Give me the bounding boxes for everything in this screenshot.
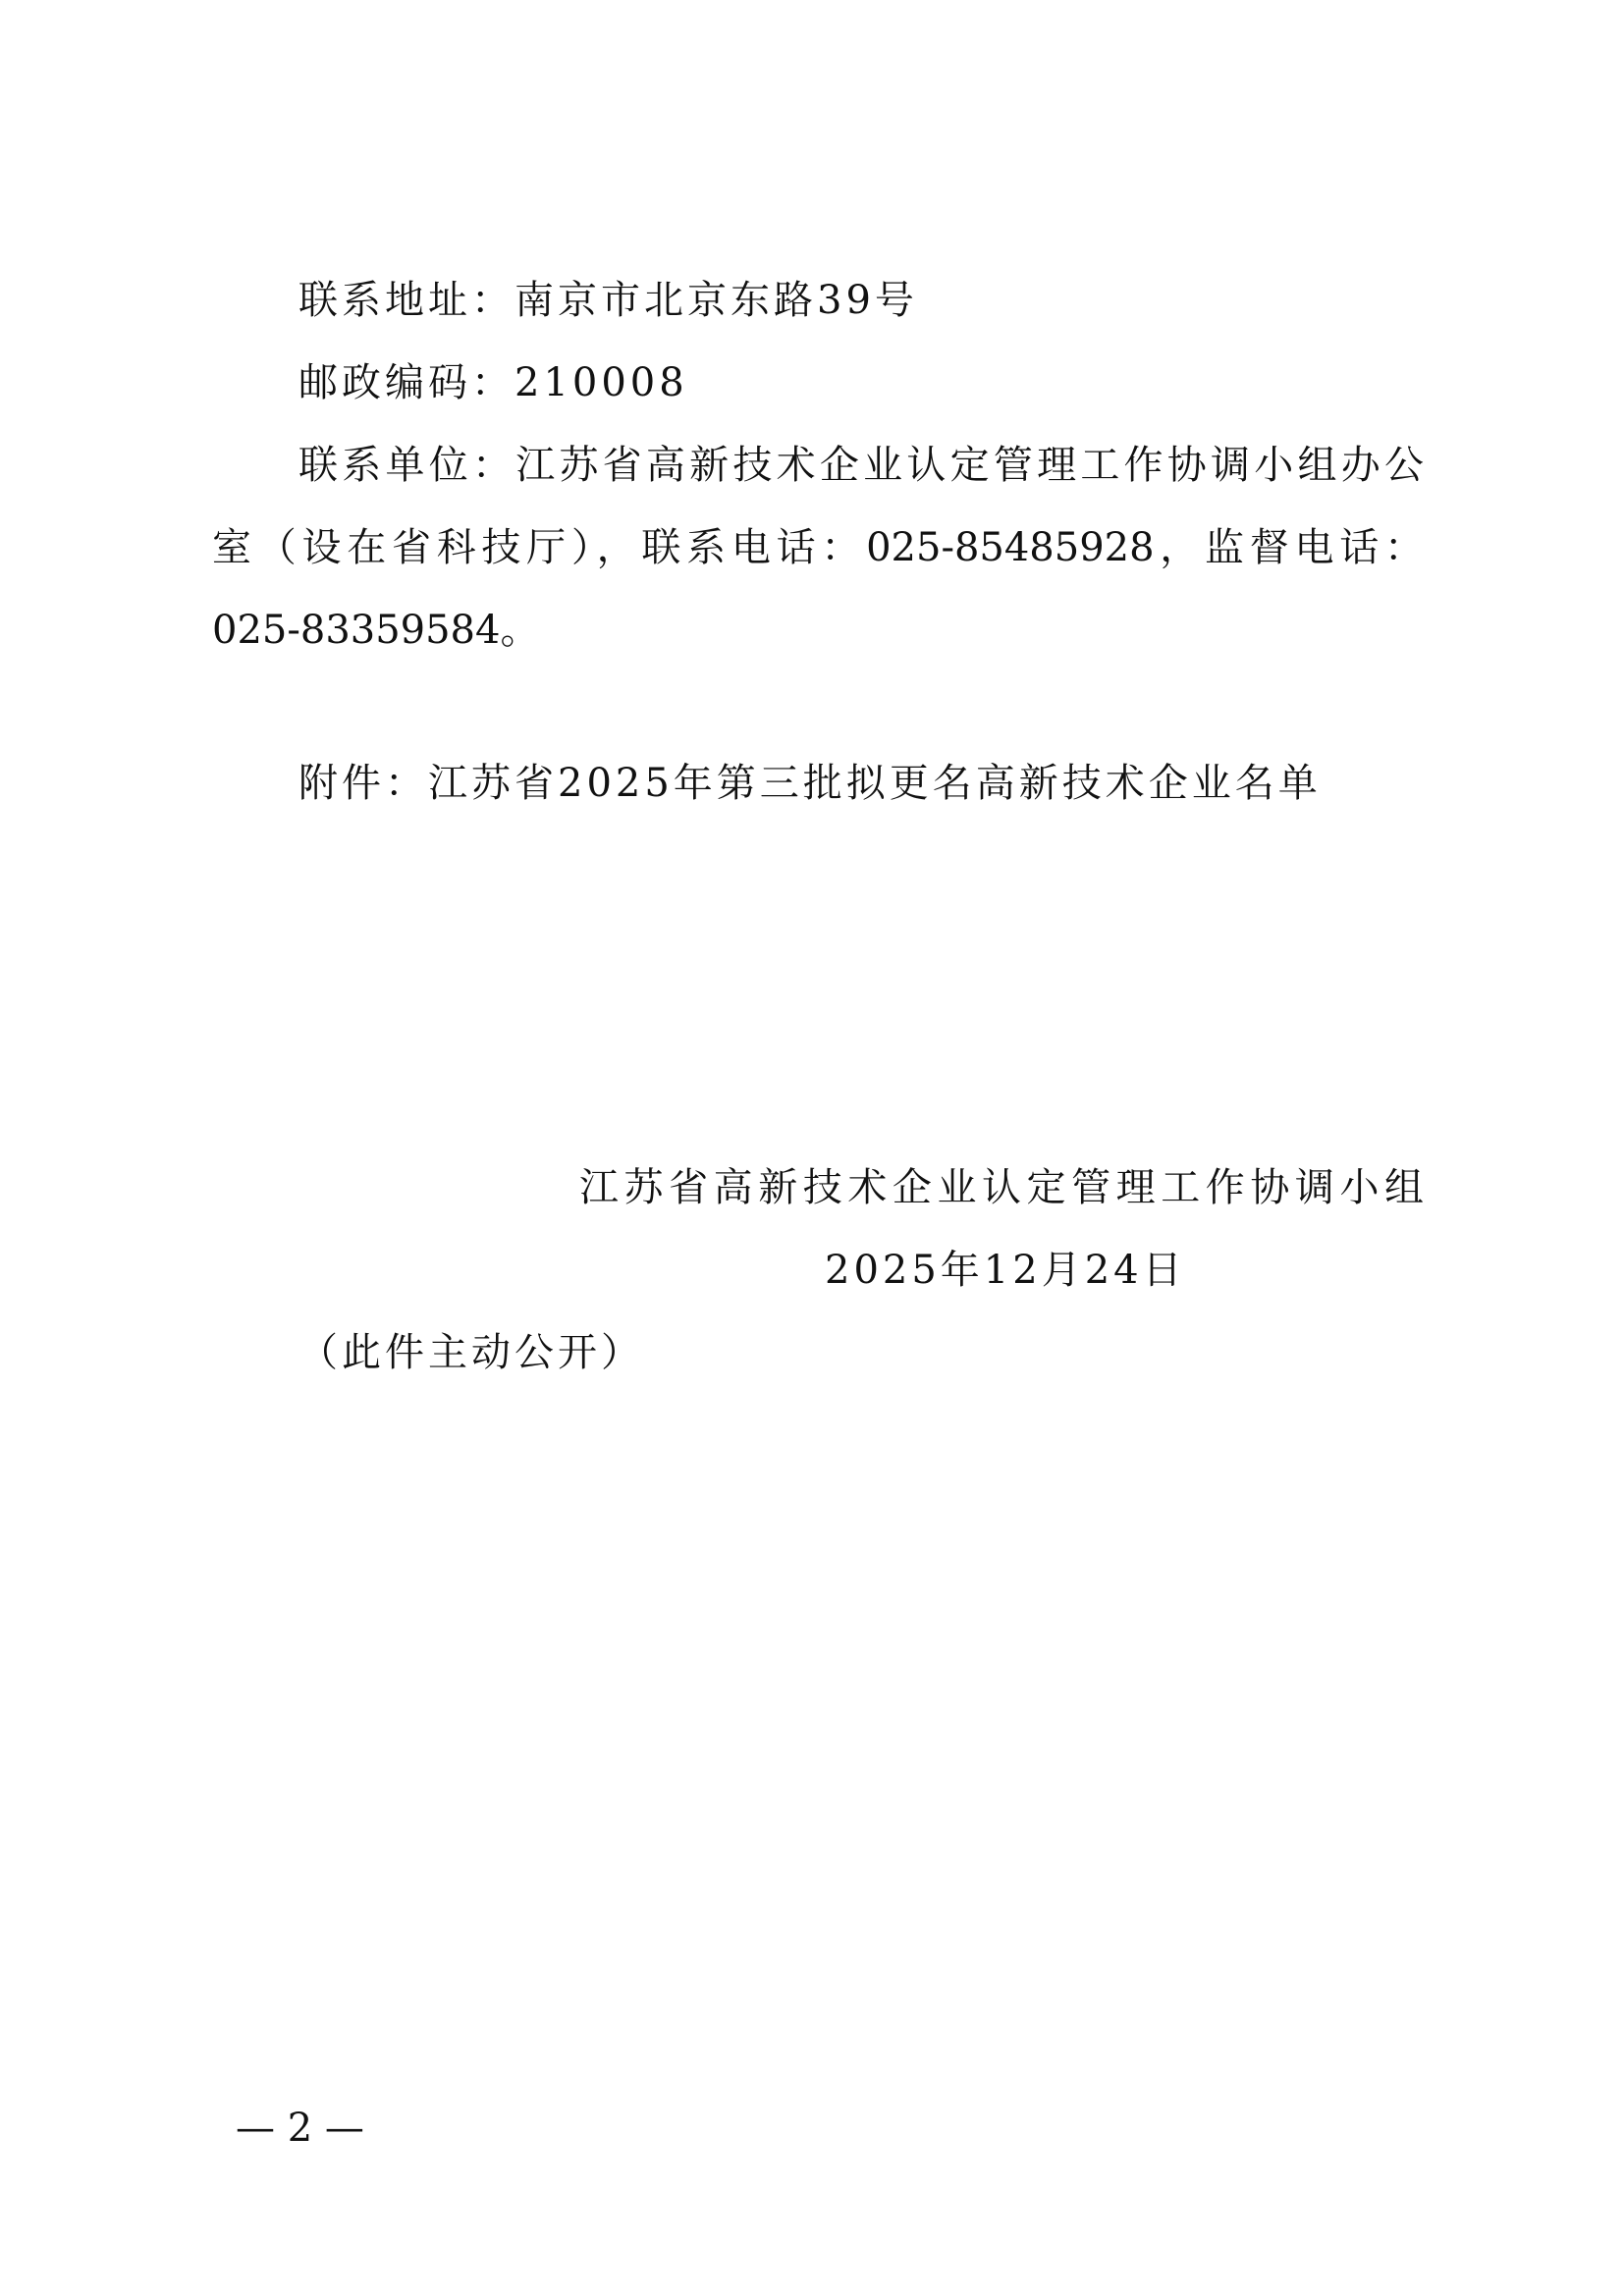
signature-org: 江苏省高新技术企业认定管理工作协调小组 [579, 1165, 1424, 1210]
contact-address: 联系地址：南京市北京东路39号 [298, 278, 918, 323]
attachment-line: 附件：江苏省2025年第三批拟更名高新技术企业名单 [298, 761, 1322, 806]
disclosure-note: （此件主动公开） [298, 1330, 644, 1375]
contact-unit-line-1: 联系单位：江苏省高新技术企业认定管理工作协调小组办公 [298, 443, 1424, 488]
signature-date: 2025年12月24日 [825, 1248, 1186, 1293]
contact-unit-line-2: 室（设在省科技厅），联系电话：025-85485928，监督电话： [212, 525, 1424, 570]
page-number: — 2 — [236, 2106, 364, 2151]
contact-postcode: 邮政编码：210008 [298, 360, 688, 405]
contact-unit-line-3: 025-83359584。 [212, 608, 540, 653]
